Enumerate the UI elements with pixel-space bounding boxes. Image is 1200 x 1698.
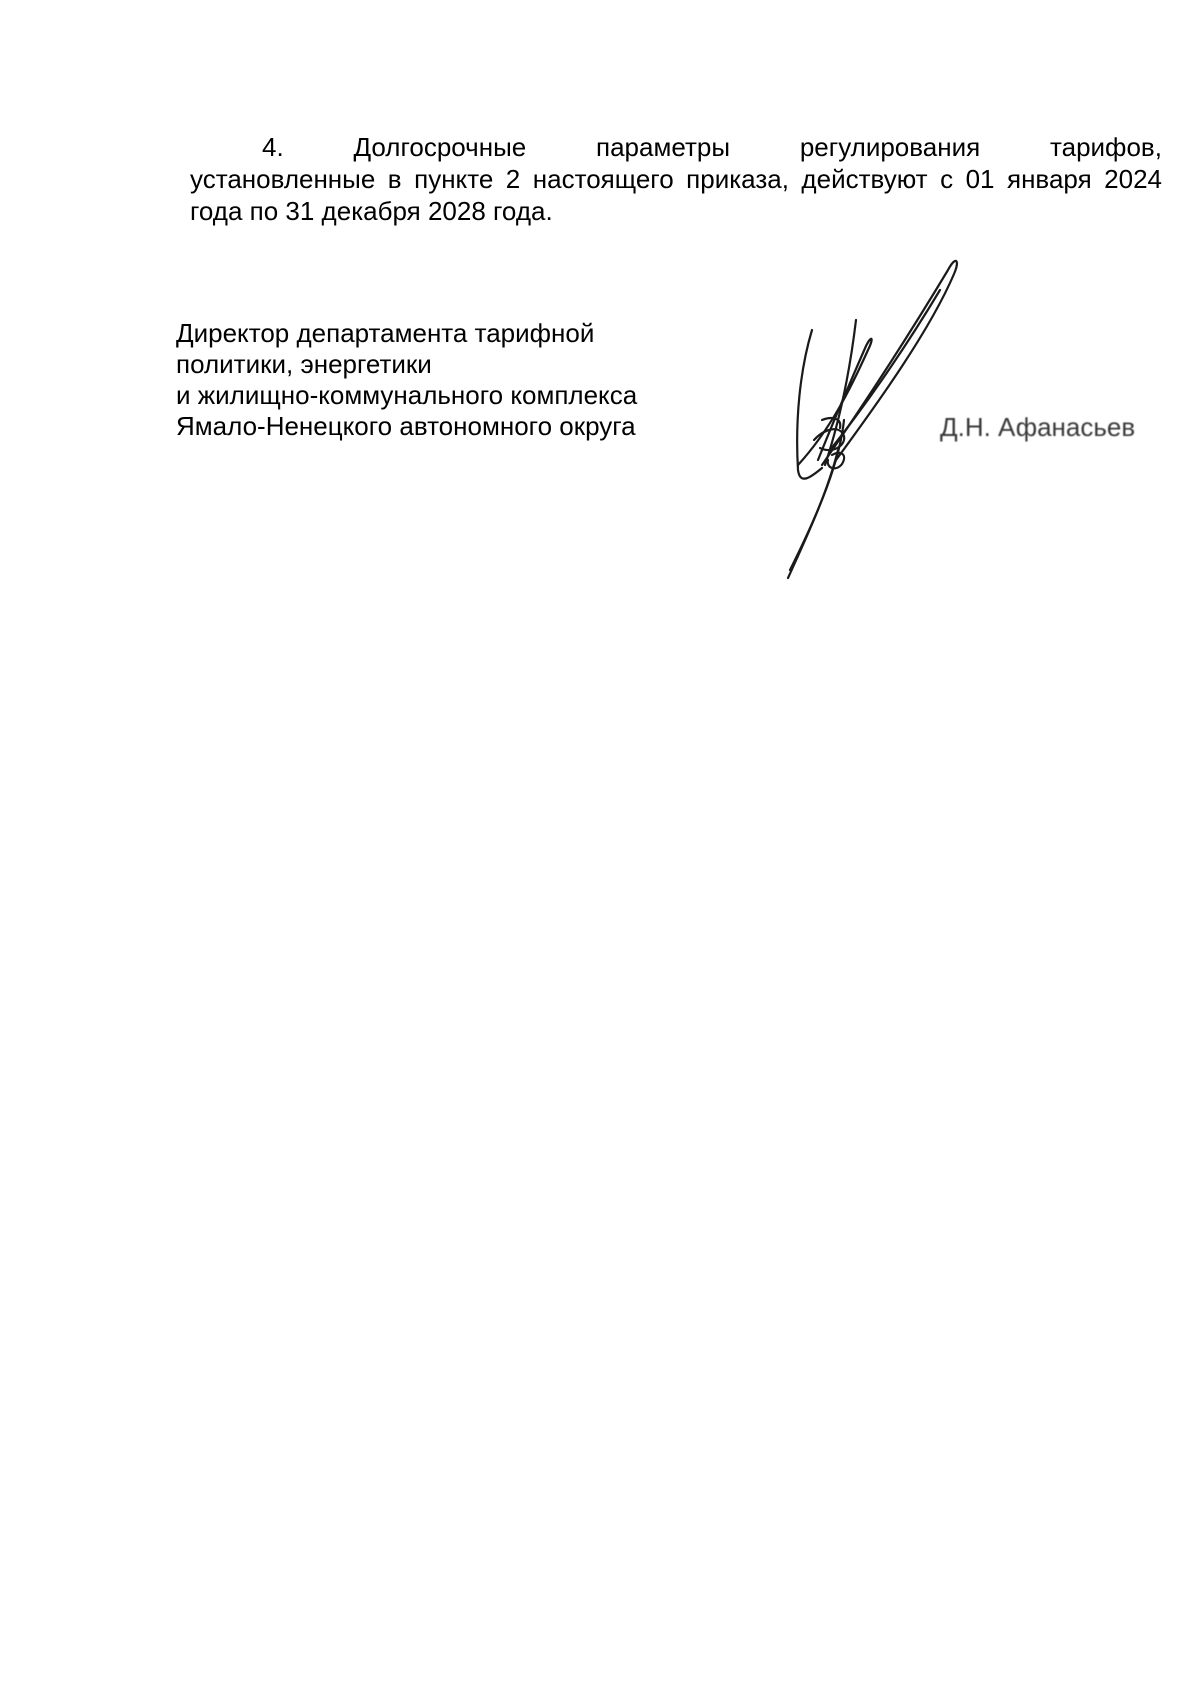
clause-4-text: установленные в пункте 2 настоящего приказа, действуют с 01 января 2024 года по 31 декабря 2028 года. bbox=[190, 164, 1162, 226]
clause-word: тарифов, bbox=[1050, 132, 1162, 162]
signatory-title-line: Директор департамента тарифной bbox=[176, 318, 595, 348]
clause-word: регулирования bbox=[799, 132, 981, 162]
signatory-title-line: политики, энергетики bbox=[176, 349, 432, 379]
signatory-title bbox=[176, 318, 637, 442]
clause-word: параметры bbox=[596, 132, 731, 162]
signatory-title-line: Ямало-Ненецкого автономного округа bbox=[176, 411, 636, 441]
signer-name: Д.Н. Афанасьев bbox=[940, 412, 1136, 442]
clause-number: 4. bbox=[262, 132, 284, 162]
clause-4-first-line bbox=[190, 131, 1162, 163]
clause-4 bbox=[190, 131, 1162, 227]
signatory-title-line: и жилищно-коммунального комплекса bbox=[176, 380, 638, 410]
clause-word: Долгосрочные bbox=[353, 132, 527, 162]
